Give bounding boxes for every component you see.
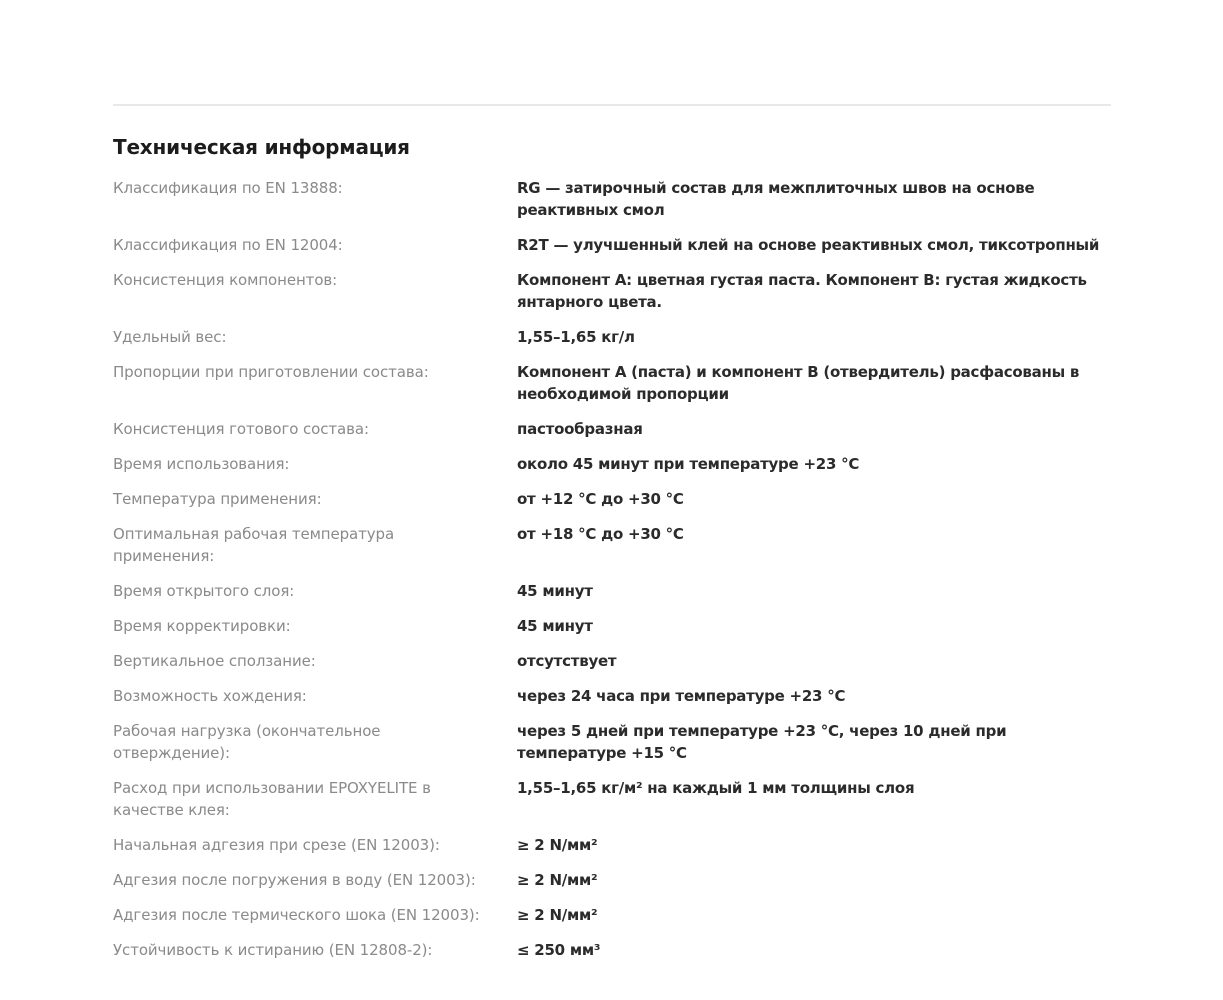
spec-row bbox=[113, 615, 1113, 637]
spec-value: от +18 °C до +30 °C bbox=[517, 525, 684, 543]
spec-row bbox=[113, 234, 1113, 256]
section-divider bbox=[113, 104, 1111, 106]
spec-label-cell bbox=[113, 580, 517, 602]
spec-label-cell bbox=[113, 453, 517, 475]
spec-label-cell bbox=[113, 269, 517, 291]
spec-label-cell bbox=[113, 939, 517, 961]
section-title: Техническая информация bbox=[113, 135, 410, 159]
spec-value: пастообразная bbox=[517, 420, 643, 438]
spec-label: Устойчивость к истиранию (EN 12808-2): bbox=[113, 941, 433, 959]
spec-row bbox=[113, 453, 1113, 475]
spec-row bbox=[113, 269, 1113, 313]
spec-label-cell bbox=[113, 418, 517, 440]
spec-row bbox=[113, 939, 1113, 961]
spec-label-cell bbox=[113, 834, 517, 856]
spec-row bbox=[113, 361, 1113, 405]
spec-row bbox=[113, 488, 1113, 510]
spec-label-cell bbox=[113, 685, 517, 707]
spec-label: Время использования: bbox=[113, 455, 290, 473]
spec-label: Время корректировки: bbox=[113, 617, 291, 635]
spec-row bbox=[113, 869, 1113, 891]
spec-label: Классификация по EN 13888: bbox=[113, 179, 343, 197]
spec-table bbox=[113, 177, 1113, 961]
spec-label: Адгезия после термического шока (EN 12003): bbox=[113, 906, 480, 924]
spec-label-cell bbox=[113, 869, 517, 891]
spec-value: 1,55–1,65 кг/л bbox=[517, 328, 635, 346]
spec-label: Пропорции при приготовлении состава: bbox=[113, 363, 429, 381]
spec-value: через 5 дней при температуре +23 °C, через 10 дней при температуре +15 °C bbox=[517, 722, 1007, 762]
spec-label: Консистенция компонентов: bbox=[113, 271, 338, 289]
spec-label: Консистенция готового состава: bbox=[113, 420, 369, 438]
spec-label-cell bbox=[113, 904, 517, 926]
spec-label: Время открытого слоя: bbox=[113, 582, 295, 600]
spec-label: Расход при использовании EPOXYELITE в качестве клея: bbox=[113, 779, 431, 819]
spec-value: 1,55–1,65 кг/м² на каждый 1 мм толщины слоя bbox=[517, 779, 915, 797]
spec-value: Компонент А (паста) и компонент В (отвердитель) расфасованы в необходимой пропорции bbox=[517, 363, 1080, 403]
spec-label-cell bbox=[113, 615, 517, 637]
spec-value: от +12 °C до +30 °C bbox=[517, 490, 684, 508]
spec-label-cell bbox=[113, 650, 517, 672]
spec-row bbox=[113, 834, 1113, 856]
spec-value: ≤ 250 мм³ bbox=[517, 941, 601, 959]
spec-label-cell bbox=[113, 326, 517, 348]
spec-label-cell bbox=[113, 523, 517, 567]
spec-label-cell bbox=[113, 777, 517, 821]
spec-value: RG — затирочный состав для межплиточных швов на основе реактивных смол bbox=[517, 179, 1035, 219]
spec-label: Начальная адгезия при срезе (EN 12003): bbox=[113, 836, 440, 854]
spec-row bbox=[113, 904, 1113, 926]
spec-label-cell bbox=[113, 361, 517, 383]
spec-row bbox=[113, 685, 1113, 707]
spec-label-cell bbox=[113, 488, 517, 510]
spec-value: 45 минут bbox=[517, 617, 593, 635]
spec-row bbox=[113, 580, 1113, 602]
spec-row bbox=[113, 177, 1113, 221]
spec-value: Компонент А: цветная густая паста. Компонент В: густая жидкость янтарного цвета. bbox=[517, 271, 1087, 311]
spec-label: Вертикальное сползание: bbox=[113, 652, 316, 670]
spec-label: Адгезия после погружения в воду (EN 12003): bbox=[113, 871, 476, 889]
spec-value: ≥ 2 N/мм² bbox=[517, 836, 598, 854]
spec-row bbox=[113, 720, 1113, 764]
spec-value: отсутствует bbox=[517, 652, 617, 670]
spec-value: 45 минут bbox=[517, 582, 593, 600]
spec-value: R2T — улучшенный клей на основе реактивных смол, тиксотропный bbox=[517, 236, 1100, 254]
spec-label-cell bbox=[113, 234, 517, 256]
spec-row bbox=[113, 523, 1113, 567]
spec-label: Рабочая нагрузка (окончательное отверждение): bbox=[113, 722, 381, 762]
spec-row bbox=[113, 777, 1113, 821]
spec-value: ≥ 2 N/мм² bbox=[517, 871, 598, 889]
spec-label: Температура применения: bbox=[113, 490, 322, 508]
technical-info-section bbox=[113, 134, 1113, 974]
spec-row bbox=[113, 650, 1113, 672]
spec-row bbox=[113, 418, 1113, 440]
spec-label: Классификация по EN 12004: bbox=[113, 236, 343, 254]
spec-label: Оптимальная рабочая температура применения: bbox=[113, 525, 395, 565]
spec-row bbox=[113, 326, 1113, 348]
spec-label: Возможность хождения: bbox=[113, 687, 307, 705]
spec-label-cell bbox=[113, 177, 517, 199]
spec-value: ≥ 2 N/мм² bbox=[517, 906, 598, 924]
spec-label: Удельный вес: bbox=[113, 328, 227, 346]
spec-value: около 45 минут при температуре +23 °C bbox=[517, 455, 860, 473]
spec-label-cell bbox=[113, 720, 517, 764]
spec-value: через 24 часа при температуре +23 °C bbox=[517, 687, 846, 705]
